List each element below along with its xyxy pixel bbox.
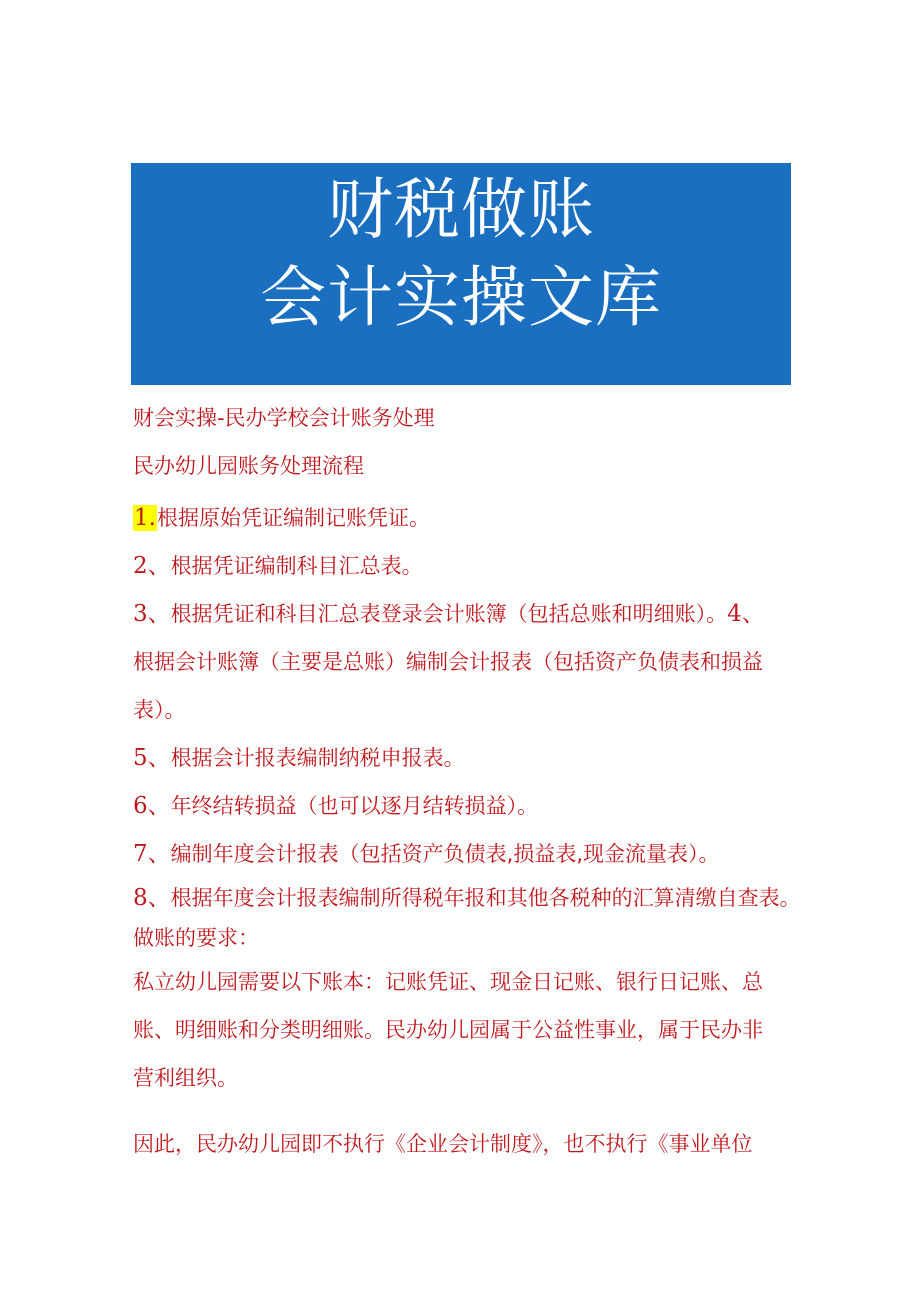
step-text: 根据原始凭证编制记账凭证。 [156,506,430,530]
step-number: 5、 [133,745,171,771]
step-text: 编制年度会计报表（包括资产负债表,损益表,现金流量表）。 [170,842,720,866]
step-6 [133,782,797,830]
step-1 [133,494,797,542]
paragraph-2-line-1: 因此，民办幼儿园即不执行《企业会计制度》，也不执行《事业单位 [133,1132,753,1156]
article-subtitle: 民办幼儿园账务处理流程 [133,454,364,478]
paragraph-gap [133,1102,797,1120]
paragraph-1-line-2: 账、明细账和分类明细账。民办幼儿园属于公益性事业，属于民办非 [133,1018,763,1042]
step-number: 8、 [133,885,171,911]
step-text: 根据凭证编制科目汇总表。 [170,554,423,578]
step-number: 7、 [133,841,171,867]
step-number: 3、 [133,601,171,627]
requirements-heading: 做账的要求： [133,926,259,950]
article-body [133,398,801,1168]
step-text: 根据会计账簿（主要是总账）编制会计报表（包括资产负债表和损益 [133,650,763,674]
step-3 [133,590,797,638]
step-number: 4、 [727,601,765,627]
banner-title-line1: 财税做账 [327,171,595,248]
step-5 [133,734,797,782]
step-text: 根据年度会计报表编制所得税年报和其他各税种的汇算清缴自查表。 [170,886,801,910]
step-2 [133,542,797,590]
paragraph-1-line-3: 营利组织。 [133,1066,238,1090]
step-7 [133,830,797,878]
step-8 [133,878,801,918]
step-number: 1. [134,505,156,531]
step-text: 年终结转损益（也可以逐月结转损益）。 [170,794,539,818]
step-4 [133,638,797,686]
banner-title-line2: 会计实操文库 [260,259,662,336]
step-text: 根据凭证和科目汇总表登录会计账簿（包括总账和明细账）。 [170,602,728,626]
step-number: 6、 [133,793,171,819]
article-title: 财会实操-民办学校会计账务处理 [133,406,435,430]
step-4-continued [133,686,797,734]
step-text: 根据会计报表编制纳税申报表。 [170,746,465,770]
step-text: 表）。 [133,698,186,722]
paragraph-1-line-1: 私立幼儿园需要以下账本：记账凭证、现金日记账、银行日记账、总 [133,970,763,994]
step-number: 2、 [133,553,171,579]
